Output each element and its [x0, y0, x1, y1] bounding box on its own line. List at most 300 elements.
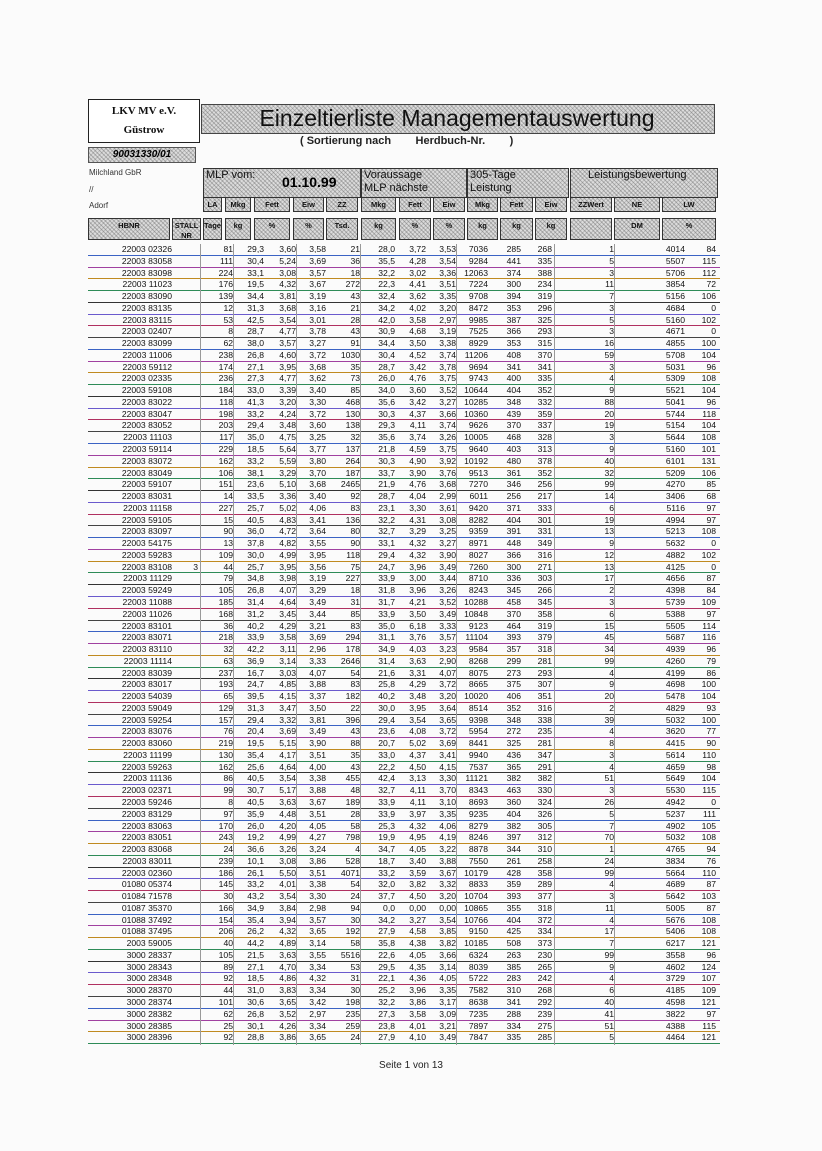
table-cell: 3,61 — [439, 502, 456, 513]
table-cell: 5614 — [665, 749, 685, 760]
column-header-bottom: kg — [535, 218, 567, 240]
table-cell: 0 — [711, 796, 716, 807]
table-cell: 139 — [218, 291, 233, 302]
table-cell: 448 — [506, 538, 521, 549]
table-cell: 97 — [223, 808, 233, 819]
evaluation-label: Leistungsbewertung — [588, 169, 687, 181]
table-cell: 35,6 — [378, 396, 395, 407]
column-header-top: Eiw — [535, 197, 567, 212]
table-cell: 34,7 — [378, 844, 395, 855]
table-cell: 22003 83060 — [121, 738, 172, 749]
table-cell: 22003 59114 — [122, 444, 172, 455]
column-header-bottom: % — [433, 218, 465, 240]
table-cell: 30,3 — [378, 408, 395, 419]
table-cell: 3,82 — [409, 879, 426, 890]
table-cell: 387 — [506, 314, 521, 325]
table-cell: 22,2 — [378, 761, 395, 772]
table-row — [88, 903, 720, 915]
table-cell: 7270 — [468, 479, 488, 490]
table-cell: 13 — [223, 538, 233, 549]
table-cell: 92 — [350, 491, 360, 502]
table-cell: 32,7 — [378, 785, 395, 796]
table-cell: 3,86 — [279, 1032, 296, 1043]
table-cell: 31,7 — [378, 596, 395, 607]
org-name: LKV MV e.V. — [111, 105, 177, 117]
table-cell: 283 — [506, 973, 521, 984]
table-cell: 3,33 — [309, 655, 326, 666]
farm-separator: // — [89, 185, 94, 194]
table-cell: 3,27 — [439, 396, 456, 407]
table-cell: 162 — [218, 455, 233, 466]
table-cell: 3,80 — [309, 455, 326, 466]
table-cell: 335 — [506, 1032, 521, 1043]
table-cell: 3,88 — [439, 855, 456, 866]
table-cell: 25,6 — [247, 761, 264, 772]
table-cell: 4,60 — [279, 349, 296, 360]
table-cell: 351 — [537, 691, 552, 702]
table-cell: 72 — [706, 279, 716, 290]
table-row — [88, 362, 720, 374]
table-cell: 42,2 — [247, 644, 264, 655]
table-cell: 305 — [537, 820, 552, 831]
table-cell: 91 — [350, 338, 360, 349]
table-cell: 118 — [702, 408, 716, 419]
table-cell: 18 — [350, 585, 360, 596]
table-cell: 176 — [218, 279, 233, 290]
table-cell: 4,82 — [279, 538, 296, 549]
table-cell: 103 — [701, 891, 716, 902]
table-cell: 3,51 — [309, 749, 326, 760]
table-cell: 33,2 — [247, 879, 264, 890]
table-cell: 83 — [350, 679, 360, 690]
table-cell: 24 — [350, 1032, 360, 1043]
table-cell: 9940 — [468, 749, 488, 760]
table-cell: 3,48 — [279, 420, 296, 431]
table-cell: 9235 — [468, 808, 488, 819]
table-cell: 3,68 — [279, 302, 296, 313]
table-cell: 27,3 — [247, 373, 264, 384]
table-cell: 44 — [223, 985, 233, 996]
table-cell: 3,49 — [309, 726, 326, 737]
table-cell: 174 — [218, 361, 233, 372]
table-cell: 42,4 — [378, 773, 395, 784]
table-cell: 4014 — [665, 244, 685, 254]
table-cell: 4 — [609, 726, 614, 737]
table-cell: 4,83 — [279, 514, 296, 525]
table-row — [88, 573, 720, 585]
table-cell: 36,6 — [247, 844, 264, 855]
column-header-bottom: kg — [467, 218, 498, 240]
table-cell: 51 — [604, 1020, 614, 1031]
table-cell: 3,30 — [409, 502, 426, 513]
table-cell: 370 — [506, 608, 521, 619]
table-cell: 404 — [506, 808, 521, 819]
table-cell: 81 — [223, 244, 233, 254]
table-cell: 332 — [537, 396, 552, 407]
table-cell: 3,54 — [279, 314, 296, 325]
column-header-top: LW — [662, 197, 716, 212]
table-cell: 5 — [609, 255, 614, 266]
table-cell: 35,5 — [378, 255, 395, 266]
table-cell: 22003 83135 — [121, 302, 172, 313]
table-row — [88, 679, 720, 691]
table-cell: 99 — [223, 785, 233, 796]
table-cell: 30 — [350, 985, 360, 996]
table-row — [88, 597, 720, 609]
table-cell: 4,27 — [309, 832, 326, 843]
table-cell: 3,03 — [279, 667, 296, 678]
table-cell: 193 — [218, 679, 233, 690]
table-cell: 30,4 — [247, 255, 264, 266]
column-header-top: Eiw — [293, 197, 324, 212]
column-header-bottom: Tsd. — [326, 218, 358, 240]
table-cell: 2,97 — [439, 314, 456, 325]
table-cell: 53 — [223, 314, 233, 325]
table-cell: 22003 11103 — [123, 432, 172, 443]
table-cell: 256 — [506, 491, 521, 502]
table-cell: 3,72 — [439, 679, 456, 690]
table-cell: 94 — [706, 844, 716, 855]
table-cell: 23,6 — [247, 479, 264, 490]
table-row — [88, 268, 720, 280]
sort-subtitle: ( Sortierung nach Herdbuch-Nr. ) — [300, 135, 514, 147]
table-cell: 35,8 — [378, 938, 395, 949]
table-cell: 3,88 — [309, 785, 326, 796]
table-cell: 9150 — [468, 926, 488, 937]
table-cell: 26,8 — [247, 1008, 264, 1019]
table-cell: 14 — [604, 491, 614, 502]
table-cell: 22003 83115 — [122, 314, 172, 325]
table-cell: 15 — [604, 620, 614, 631]
table-cell: 218 — [218, 632, 233, 643]
table-cell: 108 — [701, 432, 716, 443]
table-cell: 9398 — [468, 714, 488, 725]
table-cell: 3,51 — [309, 808, 326, 819]
table-cell: 6 — [609, 608, 614, 619]
table-cell: 65 — [223, 691, 233, 702]
table-row — [88, 338, 720, 350]
table-cell: 330 — [537, 785, 552, 796]
table-cell: 3,65 — [279, 997, 296, 1007]
table-cell: 3,50 — [409, 608, 426, 619]
table-cell: 6,18 — [409, 620, 426, 631]
table-cell: 300 — [506, 561, 521, 572]
table-cell: 3,58 — [409, 314, 426, 325]
table-cell: 358 — [537, 867, 552, 878]
table-cell: 157 — [218, 714, 233, 725]
table-cell: 41 — [604, 1008, 614, 1019]
table-cell: 4882 — [665, 549, 685, 560]
table-cell: 3,74 — [439, 420, 456, 431]
table-cell: 22003 59107 — [121, 479, 172, 490]
table-cell: 68 — [706, 491, 716, 502]
table-cell: 30 — [350, 914, 360, 925]
table-cell: 328 — [537, 432, 552, 443]
table-cell: 21,8 — [378, 444, 395, 455]
table-cell: 9 — [609, 444, 614, 455]
table-cell: 3,21 — [439, 1020, 456, 1031]
table-cell: 5,17 — [279, 785, 296, 796]
farm-name: Milchland GbR — [89, 168, 142, 177]
table-cell: 4,77 — [279, 326, 296, 337]
table-cell: 3000 28374 — [126, 997, 172, 1007]
table-cell: 468 — [345, 396, 360, 407]
table-cell: 22003 83097 — [121, 526, 172, 537]
table-cell: 32 — [350, 432, 360, 443]
table-cell: 168 — [218, 608, 233, 619]
table-cell: 4,32 — [279, 926, 296, 937]
table-cell: 9626 — [468, 420, 488, 431]
table-cell: 22003 02371 — [121, 785, 172, 796]
table-cell: 4,01 — [279, 879, 296, 890]
table-cell: 3,35 — [439, 808, 456, 819]
table-cell: 0,00 — [439, 902, 456, 913]
table-cell: 62 — [223, 338, 233, 349]
forecast-label: Voraussage — [364, 169, 423, 181]
table-cell: 7550 — [468, 855, 488, 866]
table-cell: 97 — [706, 1008, 716, 1019]
table-cell: 3,48 — [409, 691, 426, 702]
table-cell: 36,9 — [247, 655, 264, 666]
table-cell: 3,44 — [439, 573, 456, 584]
table-cell: 3000 28396 — [126, 1032, 172, 1043]
table-cell: 63 — [223, 655, 233, 666]
table-cell: 7235 — [468, 1008, 488, 1019]
table-cell: 8 — [228, 796, 233, 807]
table-cell: 372 — [537, 914, 552, 925]
table-cell: 33,1 — [378, 538, 395, 549]
table-cell: 325 — [537, 314, 552, 325]
table-cell: 10766 — [464, 914, 488, 925]
table-cell: 35,4 — [247, 914, 264, 925]
table-cell: 3,77 — [309, 444, 326, 455]
table-cell: 347 — [537, 749, 552, 760]
table-cell: 97 — [706, 608, 716, 619]
table-cell: 3,78 — [439, 361, 456, 372]
table-cell: 288 — [506, 1008, 521, 1019]
table-cell: 4185 — [665, 985, 685, 996]
table-cell: 3834 — [665, 855, 685, 866]
table-cell: 137 — [345, 444, 360, 455]
column-header-bottom — [570, 218, 612, 240]
table-cell: 4464 — [665, 1032, 685, 1043]
table-cell: 5722 — [468, 973, 488, 984]
table-row — [88, 420, 720, 432]
table-cell: 31 — [350, 973, 360, 984]
table-cell: 275 — [537, 1020, 552, 1031]
table-cell: 4,32 — [409, 538, 426, 549]
table-cell: 3,84 — [279, 902, 296, 913]
table-cell: 3,27 — [439, 538, 456, 549]
table-cell: 45 — [604, 632, 614, 643]
table-cell: 281 — [537, 655, 552, 666]
table-cell: 8665 — [468, 679, 488, 690]
table-cell: 37,8 — [247, 538, 264, 549]
table-cell: 3,19 — [309, 573, 326, 584]
table-cell: 360 — [506, 796, 521, 807]
table-cell: 3406 — [665, 491, 685, 502]
table-cell: 109 — [701, 985, 716, 996]
table-cell: 17 — [604, 573, 614, 584]
table-cell: 32 — [223, 644, 233, 655]
table-cell: 239 — [218, 855, 233, 866]
table-cell: 3854 — [665, 279, 685, 290]
table-cell: 42,0 — [378, 314, 395, 325]
table-cell: 345 — [537, 596, 552, 607]
table-cell: 22003 83051 — [121, 832, 172, 843]
table-cell: 22003 83049 — [121, 467, 172, 478]
table-cell: 3,69 — [309, 255, 326, 266]
table-cell: 5478 — [665, 691, 685, 702]
table-cell: 4671 — [665, 326, 685, 337]
table-cell: 3,53 — [439, 244, 456, 254]
table-cell: 35 — [350, 749, 360, 760]
table-cell: 281 — [537, 738, 552, 749]
table-cell: 19,5 — [247, 279, 264, 290]
table-cell: 3,74 — [409, 432, 426, 443]
table-cell: 97 — [706, 514, 716, 525]
table-cell: 3,57 — [309, 267, 326, 278]
table-cell: 110 — [702, 867, 716, 878]
table-cell: 334 — [506, 1020, 521, 1031]
table-cell: 36,0 — [247, 526, 264, 537]
table-row — [88, 244, 720, 256]
column-header-bottom: DM — [614, 218, 660, 240]
table-cell: 3,20 — [439, 691, 456, 702]
table-cell: 107 — [701, 973, 716, 984]
table-cell: 30,7 — [247, 785, 264, 796]
table-cell: 3,92 — [439, 455, 456, 466]
table-cell: 22003 83068 — [121, 844, 172, 855]
table-cell: 58 — [350, 820, 360, 831]
table-cell: 24 — [350, 891, 360, 902]
table-cell: 3,42 — [409, 361, 426, 372]
table-row — [88, 526, 720, 538]
table-row — [88, 868, 720, 880]
column-header-top: LA — [203, 197, 222, 212]
table-cell: 3 — [193, 561, 198, 572]
table-cell: 30,1 — [247, 1020, 264, 1031]
table-cell: 404 — [506, 514, 521, 525]
table-cell: 9985 — [468, 314, 488, 325]
table-cell: 338 — [537, 714, 552, 725]
table-cell: 3,31 — [409, 667, 426, 678]
table-cell: 375 — [506, 679, 521, 690]
column-separator — [360, 244, 361, 1045]
table-row — [88, 691, 720, 703]
table-cell: 4,17 — [279, 749, 296, 760]
table-cell: 3,16 — [309, 302, 326, 313]
table-cell: 26 — [604, 796, 614, 807]
table-cell: 394 — [506, 291, 521, 302]
table-cell: 109 — [701, 596, 716, 607]
table-cell: 4,05 — [309, 820, 326, 831]
table-cell: 3,19 — [439, 326, 456, 337]
table-cell: 4,05 — [409, 949, 426, 960]
table-cell: 3,95 — [279, 561, 296, 572]
table-cell: 88 — [604, 396, 614, 407]
table-cell: 235 — [537, 726, 552, 737]
table-cell: 105 — [701, 820, 716, 831]
table-cell: 3,68 — [439, 479, 456, 490]
table-cell: 31,3 — [247, 702, 264, 713]
table-cell: 4,89 — [279, 938, 296, 949]
table-cell: 3,21 — [309, 620, 326, 631]
table-cell: 0 — [711, 538, 716, 549]
table-cell: 22003 83047 — [121, 408, 172, 419]
table-cell: 7036 — [468, 244, 488, 254]
table-cell: 3,38 — [439, 338, 456, 349]
table-cell: 21,6 — [378, 667, 395, 678]
table-cell: 4,15 — [279, 691, 296, 702]
table-cell: 38,1 — [247, 467, 264, 478]
table-cell: 30,4 — [378, 349, 395, 360]
table-cell: 33,2 — [378, 867, 395, 878]
table-cell: 5160 — [665, 314, 685, 325]
table-cell: 29,4 — [247, 714, 264, 725]
table-cell: 4,07 — [309, 667, 326, 678]
table-cell: 22003 83129 — [121, 808, 172, 819]
table-cell: 98 — [706, 761, 716, 772]
table-cell: 3,25 — [439, 526, 456, 537]
table-cell: 3,33 — [439, 620, 456, 631]
table-cell: 318 — [537, 902, 552, 913]
table-cell: 3,22 — [439, 844, 456, 855]
table-cell: 388 — [537, 267, 552, 278]
table-cell: 4684 — [665, 302, 685, 313]
table-cell: 100 — [701, 714, 716, 725]
table-cell: 3,45 — [279, 608, 296, 619]
table-cell: 243 — [218, 832, 233, 843]
table-cell: 3,26 — [439, 585, 456, 596]
table-cell: 22003 59249 — [121, 585, 172, 596]
table-cell: 6324 — [468, 949, 488, 960]
table-cell: 256 — [537, 479, 552, 490]
table-cell: 32 — [604, 467, 614, 478]
table-cell: 26,2 — [247, 926, 264, 937]
table-cell: 79 — [223, 573, 233, 584]
farm-place: Adorf — [89, 201, 109, 210]
table-cell: 3 — [609, 267, 614, 278]
table-cell: 4939 — [665, 644, 685, 655]
table-cell: 130 — [218, 749, 233, 760]
table-cell: 12 — [223, 302, 233, 313]
table-cell: 8039 — [468, 961, 488, 972]
table-cell: 217 — [537, 491, 552, 502]
table-cell: 5706 — [665, 267, 685, 278]
table-row — [88, 950, 720, 962]
table-cell: 9359 — [468, 526, 488, 537]
table-cell: 58 — [350, 938, 360, 949]
table-cell: 3,70 — [309, 467, 326, 478]
table-cell: 22003 83011 — [122, 855, 172, 866]
table-cell: 3,09 — [439, 1008, 456, 1019]
table-cell: 366 — [506, 549, 521, 560]
table-cell: 3,72 — [439, 726, 456, 737]
table-cell: 3,60 — [409, 385, 426, 396]
table-cell: 3,72 — [309, 349, 326, 360]
table-row — [88, 432, 720, 444]
table-cell: 5,10 — [279, 479, 296, 490]
table-cell: 185 — [218, 596, 233, 607]
table-cell: 293 — [537, 667, 552, 678]
table-cell: 43 — [350, 326, 360, 337]
table-cell: 87 — [706, 902, 716, 913]
table-cell: 24 — [223, 844, 233, 855]
table-cell: 10,1 — [247, 855, 264, 866]
table-cell: 3,50 — [409, 338, 426, 349]
table-cell: 4,01 — [409, 1020, 426, 1031]
